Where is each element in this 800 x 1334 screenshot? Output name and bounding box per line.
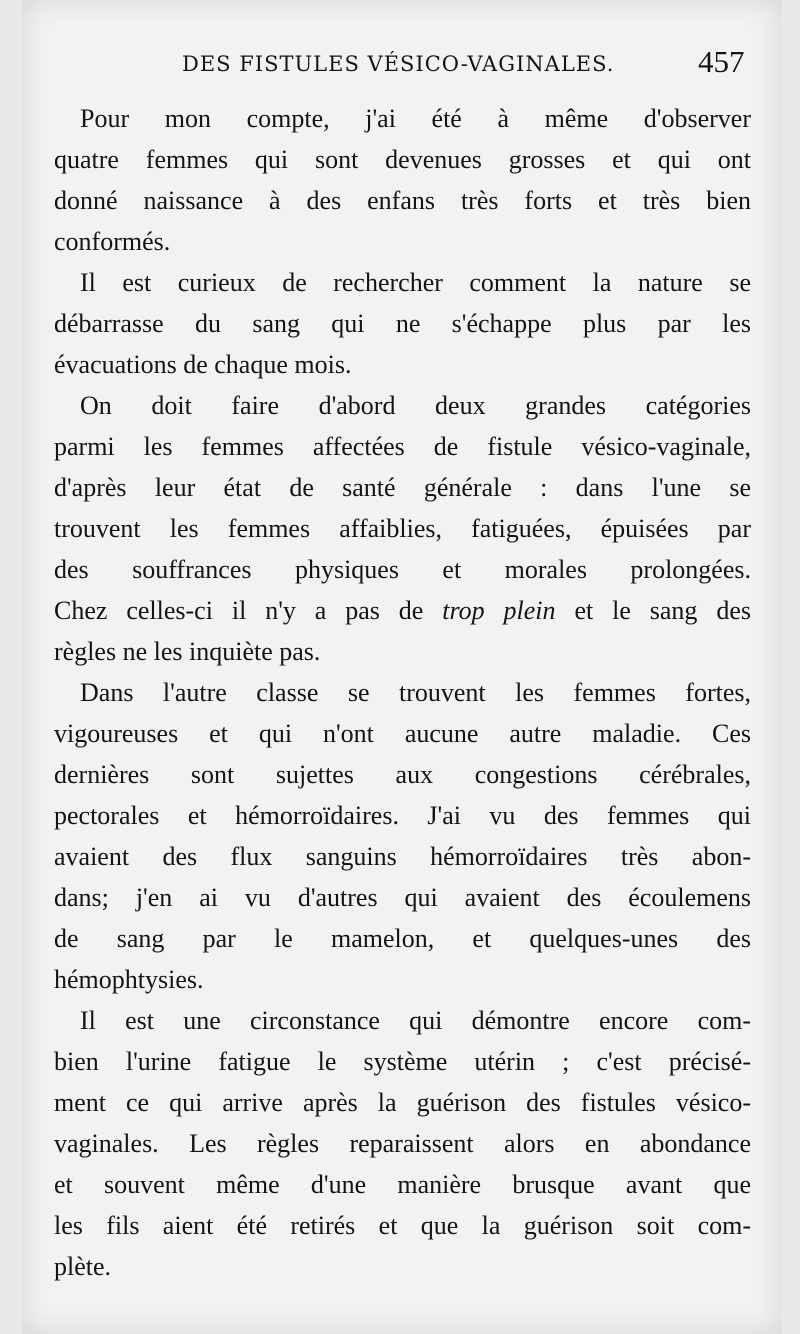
text-line: Chez celles-ci il n'y a pas de trop plein et le sang des	[54, 596, 751, 625]
text-line: Dans l'autre classe se trouvent les femmes fortes,	[80, 678, 751, 707]
text-line: Il est curieux de rechercher comment la nature se	[80, 268, 751, 297]
paragraph-4	[54, 672, 751, 1000]
text-line: vaginales. Les règles reparaissent alors en abondance	[54, 1129, 751, 1158]
text-line: trouvent les femmes affaiblies, fatiguées, épuisées par	[54, 514, 751, 543]
text-line: bien l'urine fatigue le système utérin ; c'est précisé-	[54, 1047, 751, 1076]
text-line: d'après leur état de santé générale : dans l'une se	[54, 473, 751, 502]
text-line: Il est une circonstance qui démontre encore com-	[80, 1006, 751, 1035]
text-line: hémophtysies.	[54, 965, 204, 994]
running-title: DES FISTULES VÉSICO-VAGINALES.	[182, 52, 615, 76]
text-line: dans; j'en ai vu d'autres qui avaient des écoulemens	[54, 883, 751, 912]
text-line: vigoureuses et qui n'ont aucune autre maladie. Ces	[54, 719, 751, 748]
text-line: pectorales et hémorroïdaires. J'ai vu des femmes qui	[54, 801, 751, 830]
text-line: ment ce qui arrive après la guérison des fistules vésico-	[54, 1088, 751, 1117]
text-line: évacuations de chaque mois.	[54, 350, 352, 379]
paragraph-3	[54, 385, 751, 672]
body-text	[54, 98, 751, 1287]
text-line: dernières sont sujettes aux congestions cérébrales,	[54, 760, 751, 789]
paragraph-2	[54, 262, 751, 385]
text-line: plète.	[54, 1252, 112, 1281]
text-line: Pour mon compte, j'ai été à même d'observer	[80, 104, 751, 133]
paragraph-5	[54, 1000, 751, 1287]
text-line: donné naissance à des enfans très forts et très bien	[54, 186, 751, 215]
text-line: les fils aient été retirés et que la guérison soit com-	[54, 1211, 751, 1240]
book-page	[22, 0, 782, 1334]
text-line: règles ne les inquiète pas.	[54, 637, 321, 666]
text-line: avaient des flux sanguins hémorroïdaires très abon-	[54, 842, 751, 871]
paragraph-1	[54, 98, 751, 262]
text-line: débarrasse du sang qui ne s'échappe plus par les	[54, 309, 751, 338]
text-line: de sang par le mamelon, et quelques-unes des	[54, 924, 751, 953]
text-line: parmi les femmes affectées de fistule vésico-vaginale,	[54, 432, 751, 461]
text-line: conformés.	[54, 227, 171, 256]
text-line: quatre femmes qui sont devenues grosses et qui ont	[54, 145, 751, 174]
text-line: et souvent même d'une manière brusque avant que	[54, 1170, 751, 1199]
text-line: des souffrances physiques et morales prolongées.	[54, 555, 751, 584]
page-number: 457	[698, 44, 745, 79]
text-line: On doit faire d'abord deux grandes catégories	[80, 391, 751, 420]
page-header	[22, 44, 782, 84]
